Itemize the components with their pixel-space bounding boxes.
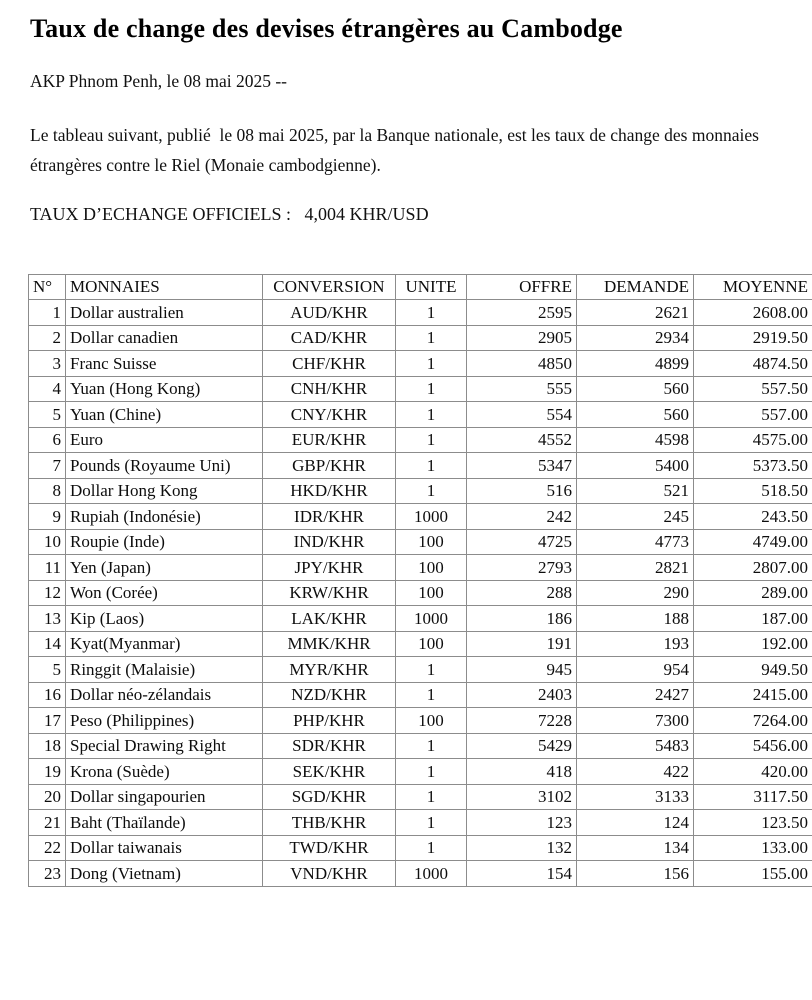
cell-unite: 1 <box>396 835 467 861</box>
cell-offre: 516 <box>467 478 577 504</box>
cell-num: 8 <box>29 478 66 504</box>
cell-monnaie: Yen (Japan) <box>66 555 263 581</box>
cell-demande: 245 <box>577 504 694 530</box>
cell-unite: 1 <box>396 657 467 683</box>
table-row <box>29 733 812 759</box>
cell-monnaie: Dollar Hong Kong <box>66 478 263 504</box>
cell-offre: 3102 <box>467 784 577 810</box>
table-row <box>29 300 812 326</box>
table-row <box>29 376 812 402</box>
cell-moyenne: 4749.00 <box>694 529 812 555</box>
cell-moyenne: 4874.50 <box>694 351 812 377</box>
cell-conversion: IDR/KHR <box>263 504 396 530</box>
cell-unite: 1 <box>396 427 467 453</box>
cell-offre: 945 <box>467 657 577 683</box>
cell-demande: 521 <box>577 478 694 504</box>
column-header-conversion: CONVERSION <box>263 274 396 300</box>
cell-conversion: NZD/KHR <box>263 682 396 708</box>
cell-unite: 1 <box>396 351 467 377</box>
cell-num: 7 <box>29 453 66 479</box>
cell-offre: 242 <box>467 504 577 530</box>
column-header-num: N° <box>29 274 66 300</box>
cell-demande: 5400 <box>577 453 694 479</box>
cell-demande: 560 <box>577 376 694 402</box>
cell-offre: 7228 <box>467 708 577 734</box>
cell-conversion: VND/KHR <box>263 861 396 887</box>
cell-conversion: LAK/KHR <box>263 606 396 632</box>
cell-unite: 1000 <box>396 861 467 887</box>
cell-offre: 186 <box>467 606 577 632</box>
cell-conversion: CAD/KHR <box>263 325 396 351</box>
cell-unite: 100 <box>396 529 467 555</box>
cell-conversion: SDR/KHR <box>263 733 396 759</box>
cell-conversion: AUD/KHR <box>263 300 396 326</box>
dateline: AKP Phnom Penh, le 08 mai 2025 -- <box>30 70 287 91</box>
table-header-row <box>29 274 812 300</box>
cell-unite: 1 <box>396 478 467 504</box>
cell-offre: 554 <box>467 402 577 428</box>
intro-paragraph: Le tableau suivant, publié le 08 mai 2025, par la Banque nationale, est les taux de change des monnaies étrangères contre le Riel (Monaie cambodgienne). <box>30 124 764 175</box>
cell-moyenne: 420.00 <box>694 759 812 785</box>
cell-offre: 5347 <box>467 453 577 479</box>
cell-num: 16 <box>29 682 66 708</box>
cell-offre: 2793 <box>467 555 577 581</box>
cell-moyenne: 2415.00 <box>694 682 812 708</box>
cell-demande: 2427 <box>577 682 694 708</box>
cell-demande: 7300 <box>577 708 694 734</box>
cell-offre: 5429 <box>467 733 577 759</box>
cell-num: 5 <box>29 657 66 683</box>
table-row <box>29 759 812 785</box>
cell-moyenne: 2608.00 <box>694 300 812 326</box>
cell-moyenne: 518.50 <box>694 478 812 504</box>
cell-num: 23 <box>29 861 66 887</box>
cell-moyenne: 192.00 <box>694 631 812 657</box>
official-rate-line: TAUX D’ECHANGE OFFICIELS : 4,004 KHR/USD <box>30 203 429 224</box>
cell-unite: 1 <box>396 453 467 479</box>
cell-num: 19 <box>29 759 66 785</box>
column-header-demande: DEMANDE <box>577 274 694 300</box>
cell-moyenne: 4575.00 <box>694 427 812 453</box>
cell-num: 1 <box>29 300 66 326</box>
table-row <box>29 555 812 581</box>
cell-conversion: GBP/KHR <box>263 453 396 479</box>
cell-num: 4 <box>29 376 66 402</box>
cell-num: 21 <box>29 810 66 836</box>
cell-monnaie: Rupiah (Indonésie) <box>66 504 263 530</box>
cell-monnaie: Dollar taiwanais <box>66 835 263 861</box>
cell-monnaie: Kip (Laos) <box>66 606 263 632</box>
cell-unite: 1 <box>396 300 467 326</box>
cell-offre: 4850 <box>467 351 577 377</box>
column-header-monnaie: MONNAIES <box>66 274 263 300</box>
cell-offre: 123 <box>467 810 577 836</box>
cell-moyenne: 2807.00 <box>694 555 812 581</box>
cell-monnaie: Kyat(Myanmar) <box>66 631 263 657</box>
cell-num: 13 <box>29 606 66 632</box>
cell-moyenne: 557.50 <box>694 376 812 402</box>
cell-moyenne: 2919.50 <box>694 325 812 351</box>
cell-num: 5 <box>29 402 66 428</box>
cell-num: 22 <box>29 835 66 861</box>
table-row <box>29 402 812 428</box>
cell-conversion: MMK/KHR <box>263 631 396 657</box>
cell-unite: 100 <box>396 631 467 657</box>
cell-demande: 5483 <box>577 733 694 759</box>
cell-demande: 4598 <box>577 427 694 453</box>
cell-monnaie: Roupie (Inde) <box>66 529 263 555</box>
cell-offre: 418 <box>467 759 577 785</box>
cell-num: 18 <box>29 733 66 759</box>
cell-unite: 1 <box>396 325 467 351</box>
cell-conversion: PHP/KHR <box>263 708 396 734</box>
cell-num: 6 <box>29 427 66 453</box>
cell-num: 10 <box>29 529 66 555</box>
table-body <box>29 300 812 887</box>
cell-demande: 156 <box>577 861 694 887</box>
cell-unite: 1 <box>396 682 467 708</box>
cell-unite: 1 <box>396 759 467 785</box>
table-row <box>29 606 812 632</box>
cell-moyenne: 289.00 <box>694 580 812 606</box>
cell-demande: 2621 <box>577 300 694 326</box>
cell-monnaie: Ringgit (Malaisie) <box>66 657 263 683</box>
table-row <box>29 682 812 708</box>
cell-offre: 2905 <box>467 325 577 351</box>
cell-monnaie: Franc Suisse <box>66 351 263 377</box>
table-row <box>29 708 812 734</box>
column-header-moyenne: MOYENNE <box>694 274 812 300</box>
cell-unite: 1000 <box>396 504 467 530</box>
cell-demande: 188 <box>577 606 694 632</box>
cell-moyenne: 557.00 <box>694 402 812 428</box>
cell-offre: 191 <box>467 631 577 657</box>
page-title: Taux de change des devises étrangères au Cambodge <box>30 14 623 43</box>
column-header-offre: OFFRE <box>467 274 577 300</box>
cell-conversion: JPY/KHR <box>263 555 396 581</box>
cell-offre: 2403 <box>467 682 577 708</box>
cell-offre: 4725 <box>467 529 577 555</box>
cell-conversion: IND/KHR <box>263 529 396 555</box>
cell-offre: 555 <box>467 376 577 402</box>
cell-num: 20 <box>29 784 66 810</box>
table-row <box>29 504 812 530</box>
cell-num: 9 <box>29 504 66 530</box>
cell-demande: 124 <box>577 810 694 836</box>
cell-unite: 1 <box>396 810 467 836</box>
cell-conversion: KRW/KHR <box>263 580 396 606</box>
table-row <box>29 478 812 504</box>
table-row <box>29 784 812 810</box>
cell-demande: 134 <box>577 835 694 861</box>
cell-demande: 4773 <box>577 529 694 555</box>
cell-monnaie: Euro <box>66 427 263 453</box>
cell-moyenne: 949.50 <box>694 657 812 683</box>
cell-num: 14 <box>29 631 66 657</box>
cell-moyenne: 3117.50 <box>694 784 812 810</box>
table-row <box>29 325 812 351</box>
cell-monnaie: Yuan (Chine) <box>66 402 263 428</box>
cell-moyenne: 243.50 <box>694 504 812 530</box>
table-row <box>29 810 812 836</box>
cell-demande: 954 <box>577 657 694 683</box>
cell-moyenne: 133.00 <box>694 835 812 861</box>
table-row <box>29 861 812 887</box>
cell-moyenne: 187.00 <box>694 606 812 632</box>
cell-monnaie: Yuan (Hong Kong) <box>66 376 263 402</box>
exchange-rate-table <box>28 274 812 887</box>
cell-monnaie: Dollar néo-zélandais <box>66 682 263 708</box>
cell-monnaie: Baht (Thaïlande) <box>66 810 263 836</box>
cell-unite: 1000 <box>396 606 467 632</box>
cell-offre: 2595 <box>467 300 577 326</box>
cell-conversion: CNH/KHR <box>263 376 396 402</box>
cell-conversion: TWD/KHR <box>263 835 396 861</box>
cell-conversion: SEK/KHR <box>263 759 396 785</box>
table-row <box>29 427 812 453</box>
cell-demande: 193 <box>577 631 694 657</box>
cell-monnaie: Krona (Suède) <box>66 759 263 785</box>
cell-unite: 1 <box>396 402 467 428</box>
table-row <box>29 835 812 861</box>
table-row <box>29 580 812 606</box>
cell-num: 3 <box>29 351 66 377</box>
cell-monnaie: Special Drawing Right <box>66 733 263 759</box>
cell-demande: 2934 <box>577 325 694 351</box>
cell-conversion: CHF/KHR <box>263 351 396 377</box>
table-row <box>29 657 812 683</box>
cell-monnaie: Dollar canadien <box>66 325 263 351</box>
cell-num: 12 <box>29 580 66 606</box>
table-row <box>29 631 812 657</box>
cell-demande: 2821 <box>577 555 694 581</box>
cell-demande: 422 <box>577 759 694 785</box>
table-row <box>29 351 812 377</box>
cell-monnaie: Pounds (Royaume Uni) <box>66 453 263 479</box>
table-row <box>29 529 812 555</box>
cell-monnaie: Peso (Philippines) <box>66 708 263 734</box>
cell-moyenne: 5373.50 <box>694 453 812 479</box>
cell-unite: 1 <box>396 376 467 402</box>
cell-offre: 132 <box>467 835 577 861</box>
cell-unite: 100 <box>396 708 467 734</box>
cell-num: 17 <box>29 708 66 734</box>
cell-moyenne: 155.00 <box>694 861 812 887</box>
cell-demande: 290 <box>577 580 694 606</box>
cell-offre: 4552 <box>467 427 577 453</box>
cell-conversion: SGD/KHR <box>263 784 396 810</box>
cell-conversion: MYR/KHR <box>263 657 396 683</box>
cell-demande: 3133 <box>577 784 694 810</box>
cell-offre: 154 <box>467 861 577 887</box>
table-row <box>29 453 812 479</box>
cell-unite: 1 <box>396 784 467 810</box>
cell-monnaie: Won (Corée) <box>66 580 263 606</box>
cell-conversion: CNY/KHR <box>263 402 396 428</box>
cell-conversion: THB/KHR <box>263 810 396 836</box>
cell-num: 2 <box>29 325 66 351</box>
cell-monnaie: Dong (Vietnam) <box>66 861 263 887</box>
cell-moyenne: 123.50 <box>694 810 812 836</box>
cell-unite: 1 <box>396 733 467 759</box>
cell-moyenne: 5456.00 <box>694 733 812 759</box>
cell-monnaie: Dollar singapourien <box>66 784 263 810</box>
cell-conversion: EUR/KHR <box>263 427 396 453</box>
cell-monnaie: Dollar australien <box>66 300 263 326</box>
cell-demande: 560 <box>577 402 694 428</box>
column-header-unite: UNITE <box>396 274 467 300</box>
cell-moyenne: 7264.00 <box>694 708 812 734</box>
cell-conversion: HKD/KHR <box>263 478 396 504</box>
cell-unite: 100 <box>396 555 467 581</box>
cell-demande: 4899 <box>577 351 694 377</box>
cell-num: 11 <box>29 555 66 581</box>
cell-unite: 100 <box>396 580 467 606</box>
cell-offre: 288 <box>467 580 577 606</box>
